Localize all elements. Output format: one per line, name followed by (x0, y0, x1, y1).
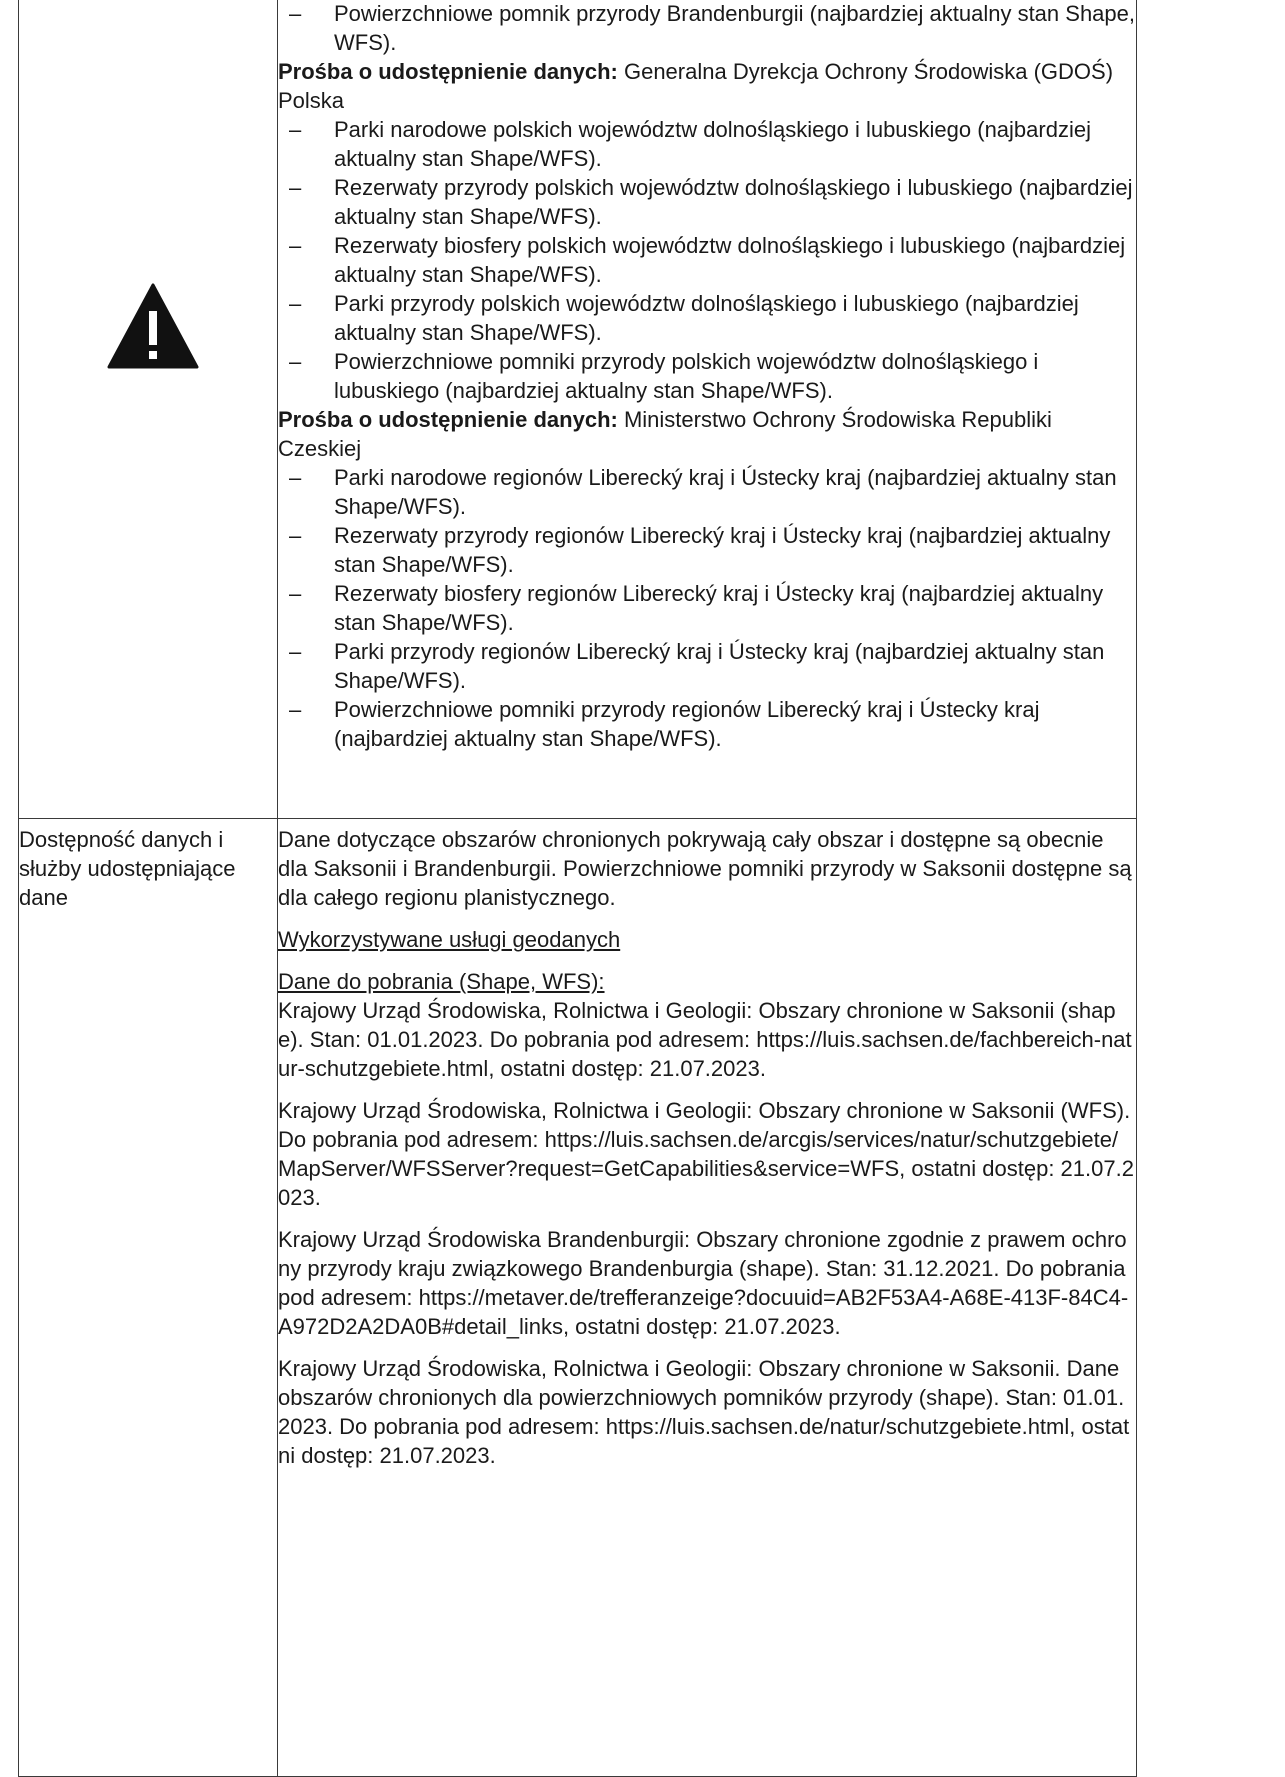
list-item: – Powierzchniowe pomniki przyrody regionów Liberecký kraj i Ústecky kraj (najbardziej aktualny stan Shape/WFS). (278, 695, 1136, 753)
list-item: – Rezerwaty przyrody regionów Liberecký kraj i Ústecky kraj (najbardziej aktualny stan Shape/WFS). (278, 521, 1136, 579)
source-entry: Krajowy Urząd Środowiska Brandenburgii: Obszary chronione zgodnie z prawem ochrony przyrody kraju związkowego Brandenburgia (shape). Stan: 31.12.2021. Do pobrania pod adresem: https://metaver.de/trefferanzeige?docuuid=AB2F53A4-A68E-413F-84C4-A972D2A2DA0B#detail_links, ostatni dostęp: 21.07.2023. (278, 1227, 1129, 1339)
source-entry: Krajowy Urząd Środowiska, Rolnictwa i Geologii: Obszary chronione w Saksonii (shape). Stan: 01.01.2023. Do pobrania pod adresem: https://luis.sachsen.de/fachbereich-natur-schutzgebiete.html, ostatni dostęp: 21.07.2023. (278, 998, 1132, 1081)
row-label: Dostępność danych i służby udostępniające dane (19, 827, 236, 910)
table-row (19, 819, 1137, 1777)
document-table (18, 0, 1137, 1777)
requests-cell (278, 0, 1137, 819)
request-body: Ministerstwo Ochrony Środowiska Republiki Czeskiej (278, 407, 1052, 461)
intro-paragraph: Dane dotyczące obszarów chronionych pokrywają cały obszar i dostępne są obecnie dla Saksonii i Brandenburgii. Powierzchniowe pomniki przyrody w Saksonii dostępne są dla całego regionu planistycznego. (278, 827, 1132, 910)
icon-cell (19, 0, 278, 819)
request-cz (278, 405, 1136, 463)
request-pl-list (278, 115, 1136, 405)
list-item: – Parki przyrody regionów Liberecký kraj i Ústecky kraj (najbardziej aktualny stan Shape/WFS). (278, 637, 1136, 695)
list-item: – Powierzchniowe pomnik przyrody Brandenburgii (najbardziej aktualny stan Shape, WFS). (278, 0, 1136, 57)
list-item: – Parki narodowe polskich województw dolnośląskiego i lubuskiego (najbardziej aktualny stan Shape/WFS). (278, 115, 1136, 173)
list-item: – Parki narodowe regionów Liberecký kraj i Ústecky kraj (najbardziej aktualny stan Shape/WFS). (278, 463, 1136, 521)
source-entry: Krajowy Urząd Środowiska, Rolnictwa i Geologii: Obszary chronione w Saksonii (WFS). Do pobrania pod adresem: https://luis.sachsen.de/arcgis/services/natur/schutzgebiete/MapServer/WFSServer?request=GetCapabilities&service=WFS, ostatni dostęp: 21.07.2023. (278, 1098, 1134, 1210)
request-body: Generalna Dyrekcja Ochrony Środowiska (GDOŚ) Polska (278, 59, 1114, 113)
request-cz-list (278, 463, 1136, 753)
availability-cell (278, 819, 1137, 1777)
list-item: – Rezerwaty przyrody polskich województw dolnośląskiego i lubuskiego (najbardziej aktualny stan Shape/WFS). (278, 173, 1136, 231)
brandenburg-list (278, 0, 1136, 57)
source-entry: Krajowy Urząd Środowiska, Rolnictwa i Geologii: Obszary chronione w Saksonii. Dane obszarów chronionych dla powierzchniowych pomników przyrody (shape). Stan: 01.01.2023. Do pobrania pod adresem: https://luis.sachsen.de/natur/schutzgebiete.html, ostatni dostęp: 21.07.2023. (278, 1356, 1130, 1468)
request-pl (278, 57, 1136, 115)
table-row (19, 0, 1137, 819)
list-item: – Rezerwaty biosfery regionów Liberecký kraj i Ústecky kraj (najbardziej aktualny stan Shape/WFS). (278, 579, 1136, 637)
request-label: Prośba o udostępnienie danych: (278, 407, 618, 432)
list-item: – Parki przyrody polskich województw dolnośląskiego i lubuskiego (najbardziej aktualny stan Shape/WFS). (278, 289, 1136, 347)
list-item: – Rezerwaty biosfery polskich województw dolnośląskiego i lubuskiego (najbardziej aktualny stan Shape/WFS). (278, 231, 1136, 289)
request-label: Prośba o udostępnienie danych: (278, 59, 618, 84)
row-label-cell (19, 819, 278, 1777)
warning-icon (107, 283, 199, 369)
services-heading: Wykorzystywane usługi geodanych (278, 927, 621, 952)
download-heading: Dane do pobrania (Shape, WFS): (278, 969, 605, 994)
list-item: – Powierzchniowe pomniki przyrody polskich województw dolnośląskiego i lubuskiego (najbardziej aktualny stan Shape/WFS). (278, 347, 1136, 405)
